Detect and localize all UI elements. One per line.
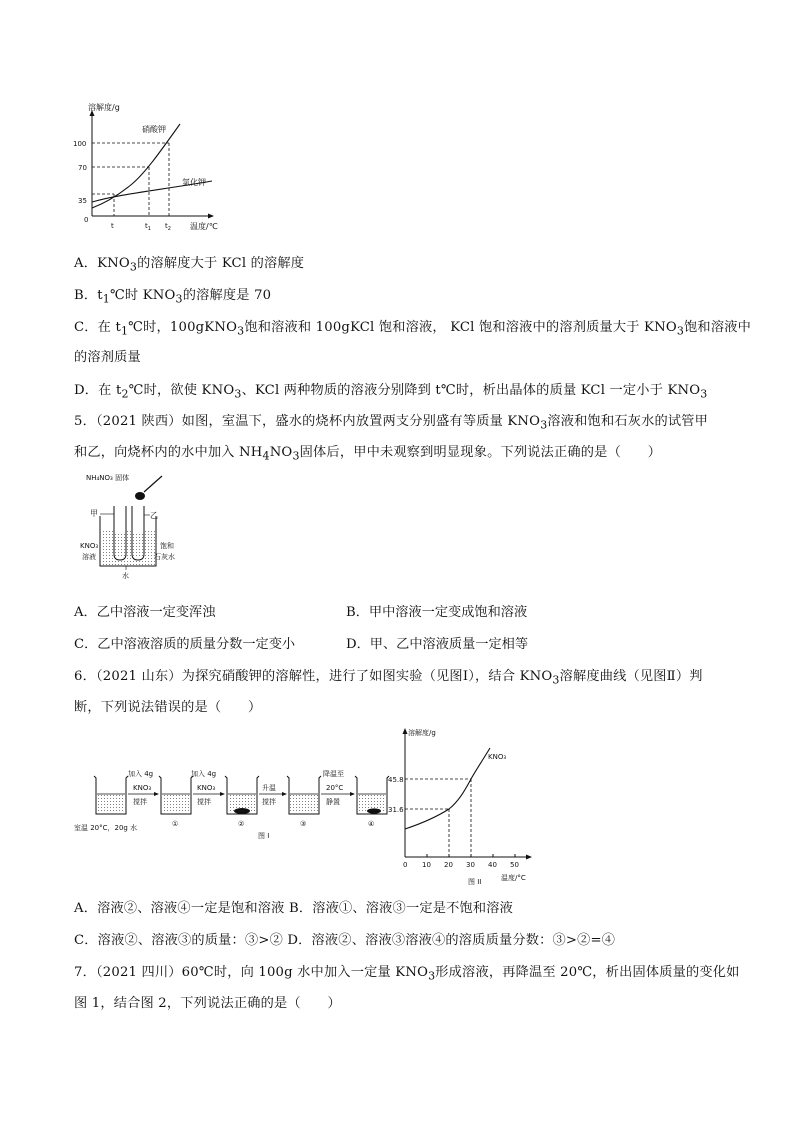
x-tick-30: 30 xyxy=(466,861,475,869)
kno3-curve-2 xyxy=(405,748,490,829)
q4-option-c-cont: 的溶剂质量 xyxy=(74,350,141,365)
q6-option-c: C．溶液②、溶液③的质量：③>② xyxy=(74,933,283,948)
q6-option-a: A．溶液②、溶液④一定是饱和溶液 xyxy=(74,901,285,916)
x-tick-t1: $t_1$ xyxy=(145,222,151,232)
y-axis-label: 溶解度/g xyxy=(88,103,120,112)
q6-option-d: D．溶液②、溶液③溶液④的溶质质量分数：③>②=④ xyxy=(287,933,616,948)
y-tick-100: 100 xyxy=(73,140,87,148)
solubility-chart-1 xyxy=(70,100,230,235)
series-label-kno3: 硝酸钾 xyxy=(142,125,166,134)
label-jia: 甲 xyxy=(90,509,98,518)
x-tick-t: t xyxy=(111,222,114,230)
beaker-start xyxy=(94,776,128,814)
step4-mid: 20°C xyxy=(326,784,344,792)
figure-2-caption: 图 II xyxy=(468,878,482,886)
x-tick-t2: $t_2$ xyxy=(165,222,171,232)
q4-option-d: D．在 $t_2℃$时，欲使 $KNO_3$、KCl 两种物质的溶液分别降到 t℃时，析出晶体的质量 KCl 一定小于 $KNO_3$ xyxy=(74,383,708,401)
q5-option-b: B．甲中溶液一定变成饱和溶液 xyxy=(346,605,528,620)
beaker-num-1: ① xyxy=(172,820,179,828)
q6-options-cd xyxy=(74,929,615,948)
x-tick-20: 20 xyxy=(444,861,453,869)
y-tick-35: 35 xyxy=(78,197,87,205)
y-tick-70: 70 xyxy=(78,164,87,172)
beaker-4 xyxy=(355,776,389,814)
solid-label: NH₄NO₃ 固体 xyxy=(86,474,130,482)
x-tick-50: 50 xyxy=(510,861,519,869)
x-tick-40: 40 xyxy=(488,861,497,869)
label-baohe: 饱和 xyxy=(160,542,174,550)
x-tick-10: 10 xyxy=(422,861,431,869)
beaker-2 xyxy=(225,776,259,814)
beaker-num-4: ④ xyxy=(368,820,375,828)
figure-1-caption: 图 I xyxy=(258,832,270,840)
step1-bot: 搅拌 xyxy=(133,798,147,806)
step3-top: 升温 xyxy=(262,784,276,792)
q6-stem-line2: 断，下列说法错误的是（ ） xyxy=(74,700,262,715)
q4-option-a: A．$KNO_3$的溶解度大于 KCl 的溶解度 xyxy=(74,256,305,274)
step4-top: 降温至 xyxy=(323,770,344,778)
kno3-solubility-chart xyxy=(388,722,538,887)
label-rongye: 溶液 xyxy=(82,553,96,561)
q5-stem-line1: 5．（2021 陕西）如图，室温下，盛水的烧杯内放置两支分别盛有等质量 $KNO_3$溶液和饱和石灰水的试管甲 xyxy=(74,414,709,432)
q7-stem-line2: 图 1，结合图 2，下列说法正确的是（ ） xyxy=(74,996,341,1011)
beaker-3 xyxy=(287,776,321,814)
x-axis-label-2: 温度/°C xyxy=(501,874,526,882)
label-shihui: 石灰水 xyxy=(154,553,175,561)
label-shui: 水 xyxy=(122,572,129,580)
label-kno3: KNO₃ xyxy=(80,542,99,550)
step2-mid: KNO₃ xyxy=(197,784,216,792)
step3-bot: 搅拌 xyxy=(262,798,276,806)
q6-option-b: B．溶液①、溶液③一定是不饱和溶液 xyxy=(288,901,514,916)
y-tick-0: 0 xyxy=(84,216,89,224)
beaker-num-3: ③ xyxy=(300,820,307,828)
step2-bot: 搅拌 xyxy=(197,798,211,806)
q7-stem-line1: 7．（2021 四川）60℃时，向 100g 水中加入一定量 $KNO_3$形成溶液，再降温至 20℃，析出固体质量的变化如 xyxy=(74,965,740,983)
step2-top: 加入 4g xyxy=(191,770,217,778)
q6-options-ab xyxy=(74,897,513,916)
y-axis-label-2: 溶解度/g xyxy=(408,729,436,737)
q5-option-d: D．甲、乙中溶液质量一定相等 xyxy=(346,637,529,652)
x-tick-0: 0 xyxy=(403,861,408,869)
q5-option-a: A．乙中溶液一定变浑浊 xyxy=(74,605,216,620)
experiment-figure-1 xyxy=(70,764,400,842)
q6-stem-line1: 6．（2021 山东）为探究硝酸钾的溶解性，进行了如图实验（见图Ⅰ），结合 $KNO_3$溶解度曲线（见图Ⅱ）判 xyxy=(74,669,703,687)
beaker-num-2: ② xyxy=(238,820,245,828)
step4-bot: 静置 xyxy=(326,798,340,806)
start-label: 室温 20°C，20g 水 xyxy=(74,824,138,832)
q5-option-c: C．乙中溶液溶质的质量分数一定变小 xyxy=(74,637,296,652)
beaker-1 xyxy=(159,776,193,814)
step1-mid: KNO₃ xyxy=(133,784,152,792)
beaker-test-tube-figure xyxy=(78,470,188,582)
q5-stem-line2: 和乙，向烧杯内的水中加入 $NH_4NO_3$固体后，甲中未观察到明显现象。下列说法正确的是（ ） xyxy=(74,445,662,463)
label-yi: 乙 xyxy=(150,511,158,520)
kno3-curve xyxy=(92,124,180,208)
q4-option-c: C．在 $t_1℃$时，100gKNO$_3$饱和溶液和 100gKCl 饱和溶液， KCl 饱和溶液中的溶剂质量大于 $KNO_3$饱和溶液中 xyxy=(74,320,751,338)
series-label-kno3-2: KNO₃ xyxy=(488,753,507,761)
q4-option-b: B．$t_1℃$时 $KNO_3$的溶解度是 70 xyxy=(74,288,272,306)
y-tick-45-8: 45.8 xyxy=(388,776,404,784)
y-tick-31-6: 31.6 xyxy=(388,806,404,814)
spoon-icon xyxy=(135,492,145,500)
x-axis-label: 温度/℃ xyxy=(190,222,218,231)
series-label-kcl: 氯化钾 xyxy=(182,178,206,187)
step1-top: 加入 4g xyxy=(128,770,154,778)
